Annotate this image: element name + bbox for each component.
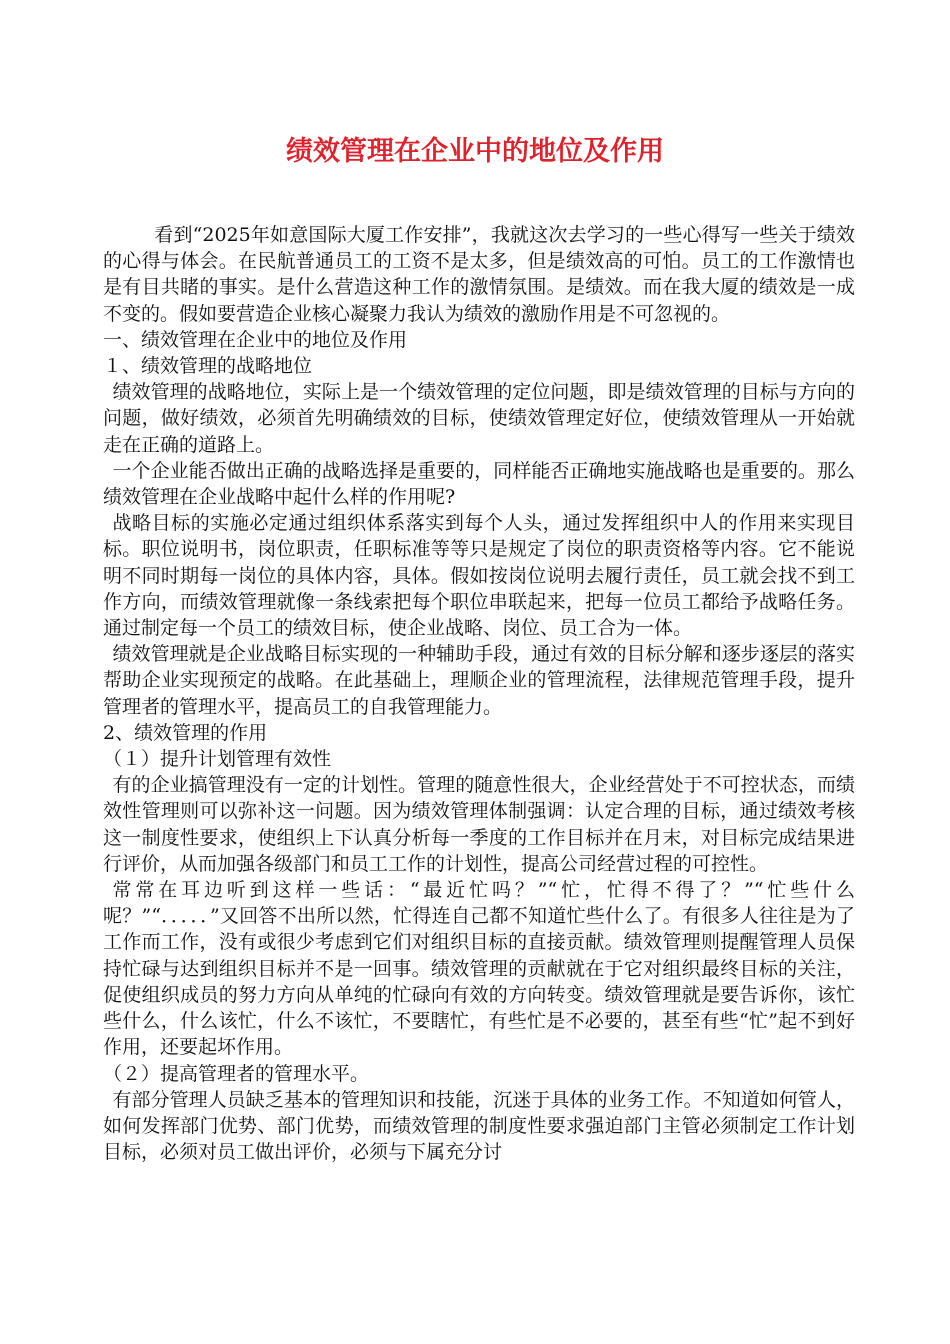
body-paragraph: 绩效管理的战略地位，实际上是一个绩效管理的定位问题，即是绩效管理的目标与方向的问题，做好绩效，必须首先明确绩效的目标，使绩效管理定好位，使绩效管理从一开始就走在正确的道路上。	[103, 381, 855, 456]
item-heading-1: （１）提升计划管理有效性	[103, 748, 332, 771]
body-paragraph: 战略目标的实施必定通过组织体系落实到每个人头，通过发挥组织中人的作用来实现目标。职位说明书，岗位职责，任职标准等等只是规定了岗位的职责资格等内容。它不能说明不同时期每一岗位的具体内容，具体。假如按岗位说明去履行责任，员工就会找不到工作方向，而绩效管理就像一条线索把每个职位串联起来，把每一位员工都给予战略任务。通过制定每一个员工的绩效目标，使企业战略、岗位、员工合为一体。	[103, 512, 855, 640]
body-paragraph: 有部分管理人员缺乏基本的管理知识和技能，沉迷于具体的业务工作。不知道如何管人，如何发挥部门优势、部门优势，而绩效管理的制度性要求强迫部门主管必须制定工作计划目标，必须对员工做出评价，必须与下属充分讨	[103, 1088, 855, 1164]
body-paragraph: 有的企业搞管理没有一定的计划性。管理的随意性很大，企业经营处于不可控状态，而绩效性管理则可以弥补这一问题。因为绩效管理体制强调：认定合理的目标，通过绩效考核这一制度性要求，使组织上下认真分析每一季度的工作目标并在月末，对目标完成结果进行评价，从而加强各级部门和员工工作的计划性，提高公司经营过程的可控性。	[103, 774, 855, 875]
subsection-heading-1-1: １、绩效管理的战略地位	[103, 355, 313, 378]
item-heading-2: （２）提高管理者的管理水平。	[103, 1062, 370, 1085]
body-paragraph: 一个企业能否做出正确的战略选择是重要的，同样能否正确地实施战略也是重要的。那么绩效管理在企业战略中起什么样的作用呢?	[103, 459, 855, 509]
document-title: 绩效管理在企业中的地位及作用	[286, 136, 664, 167]
document-body	[103, 222, 855, 1165]
subsection-heading-1-2: 2、绩效管理的作用	[103, 721, 268, 744]
section-heading-1: 一、绩效管理在企业中的地位及作用	[103, 328, 408, 351]
intro-paragraph: 看到“2025年如意国际大厦工作安排”，我就这次去学习的一些心得写一些关于绩效的心得与体会。在民航普通员工的工资不是太多，但是绩效高的可怕。员工的工作激情也是有目共睹的事实。是什么营造这种工作的激情氛围。是绩效。而在我大厦的绩效是一成不变的。假如要营造企业核心凝聚力我认为绩效的激励作用是不可忽视的。	[103, 224, 855, 325]
body-paragraph: 绩效管理就是企业战略目标实现的一种辅助手段，通过有效的目标分解和逐步逐层的落实帮助企业实现预定的战略。在此基础上，理顺企业的管理流程，法律规范管理手段，提升管理者的管理水平，提高员工的自我管理能力。	[103, 643, 855, 718]
body-paragraph: 常常在耳边听到这样一些话：“最近忙吗？”“忙，忙得不得了？”“忙些什么呢？”“．．．．．”又回答不出所以然，忙得连自己都不知道忙些什么了。有很多人往往是为了工作而工作，没有或很少考虑到它们对组织目标的直接贡献。绩效管理则提醒管理人员保持忙碌与达到组织目标并不是一回事。绩效管理的贡献就在于它对组织最终目标的关注，促使组织成员的努力方向从单纯的忙碌向有效的方向转变。绩效管理就是要告诉你，该忙些什么，什么该忙，什么不该忙，不要瞎忙，有些忙是不必要的，甚至有些“忙”起不到好作用，还要起坏作用。	[103, 879, 855, 1059]
